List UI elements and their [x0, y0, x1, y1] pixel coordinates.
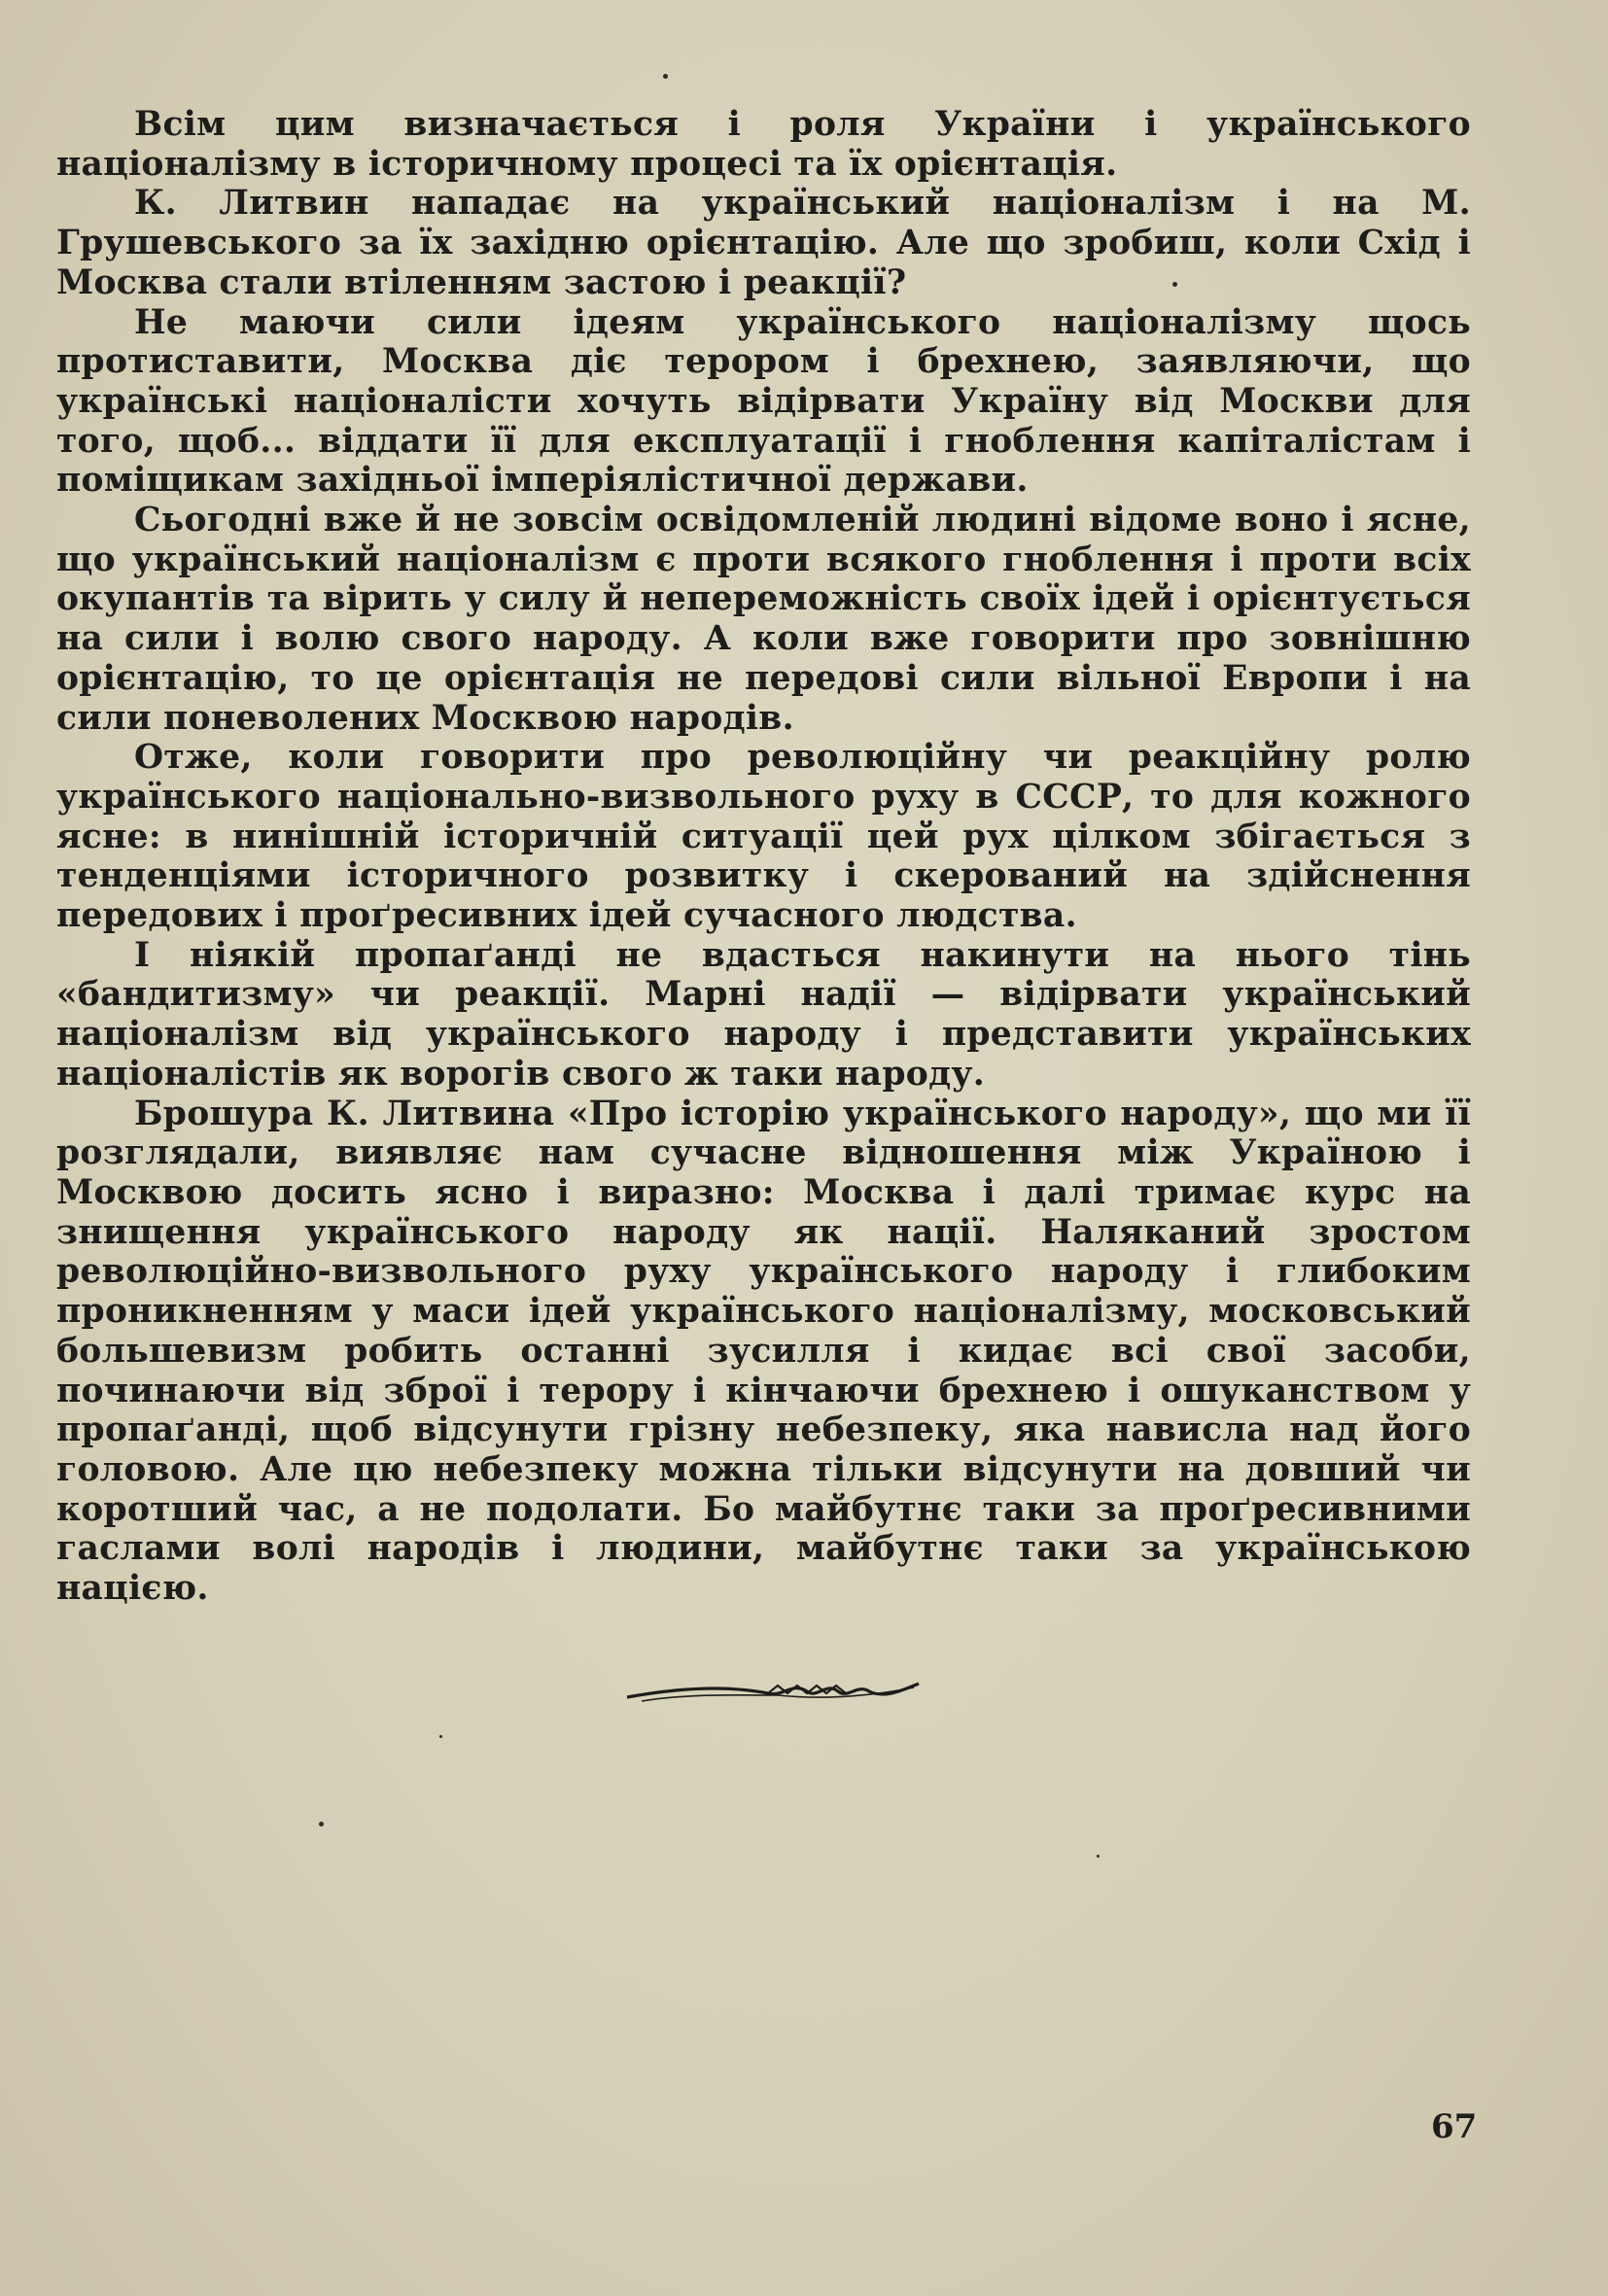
ink-speck: [319, 1822, 324, 1826]
page-number: 67: [1431, 2107, 1478, 2146]
ornament-divider-icon: [622, 1672, 924, 1711]
ink-speck: [663, 74, 668, 79]
ink-speck: [1097, 1855, 1100, 1858]
ink-speck: [1172, 282, 1177, 287]
ink-speck: [439, 1735, 442, 1738]
paragraph-3: Не маючи сили ідеям українського націоналізму щось протиставити, Москва діє терором і брехнею, заявляючи, що українські націоналісти хочуть відірвати Україну від Москви для того, щоб... віддати її для експлуатації і гноблення капіталістам і поміщикам західньої імперіялістичної держави.: [56, 302, 1471, 501]
paragraph-7: Брошура К. Литвина «Про історію українського народу», що ми її розглядали, виявляє нам сучасне відношення між Україною і Москвою досить ясно і виразно: Москва і далі тримає курс на знищення українського народу як нації. Наляканий зростом революційно-визвольного руху українського народу і глибоким проникненням у маси ідей українського націоналізму, московський большевизм робить останні зусилля і кидає всі свої засоби, починаючи від зброї і терору і кінчаючи брехнею і ошуканством у пропаґанді, щоб відсунути грізну небезпеку, яка нависла над його головою. Але цю небезпеку можна тільки відсунути на довший чи коротший час, а не подолати. Бо майбутнє таки за проґресивними гаслами волі народів і людини, майбутнє таки за українською нацією.: [56, 1094, 1471, 1609]
paragraph-5: Отже, коли говорити про революційну чи реакційну ролю українського національно-визвольного руху в СССР, то для кожного ясне: в нинішній історичній ситуації цей рух цілком збігається з тенденціями історичного розвитку і скерований на здійснення передових і проґресивних ідей сучасного людства.: [56, 738, 1471, 936]
paragraph-2: К. Литвин нападає на український націоналізм і на М. Грушевського за їх західню орієнтацію. Але що зробиш, коли Схід і Москва стали втіленням застою і реакції?: [56, 184, 1471, 302]
paragraph-6: І ніякій пропаґанді не вдасться накинути на нього тінь «бандитизму» чи реакції. Марні надії — відірвати український націоналізм від українського народу і представити українських націоналістів як ворогів свого ж таки народу.: [56, 935, 1471, 1094]
paragraph-1: Всім цим визначається і роля України і українського націоналізму в історичному процесі та їх орієнтація.: [56, 105, 1471, 184]
body-text: [56, 105, 1471, 1609]
paragraph-4: Сьогодні вже й не зовсім освідомленій людині відоме воно і ясне, що український націоналізм є проти всякого гноблення і проти всіх окупантів та вірить у силу й непереможність своїх ідей і орієнтується на сили і волю свого народу. А коли вже говорити про зовнішню орієнтацію, то це орієнтація не передові сили вільної Европи і на сили поневолених Москвою народів.: [56, 501, 1471, 738]
